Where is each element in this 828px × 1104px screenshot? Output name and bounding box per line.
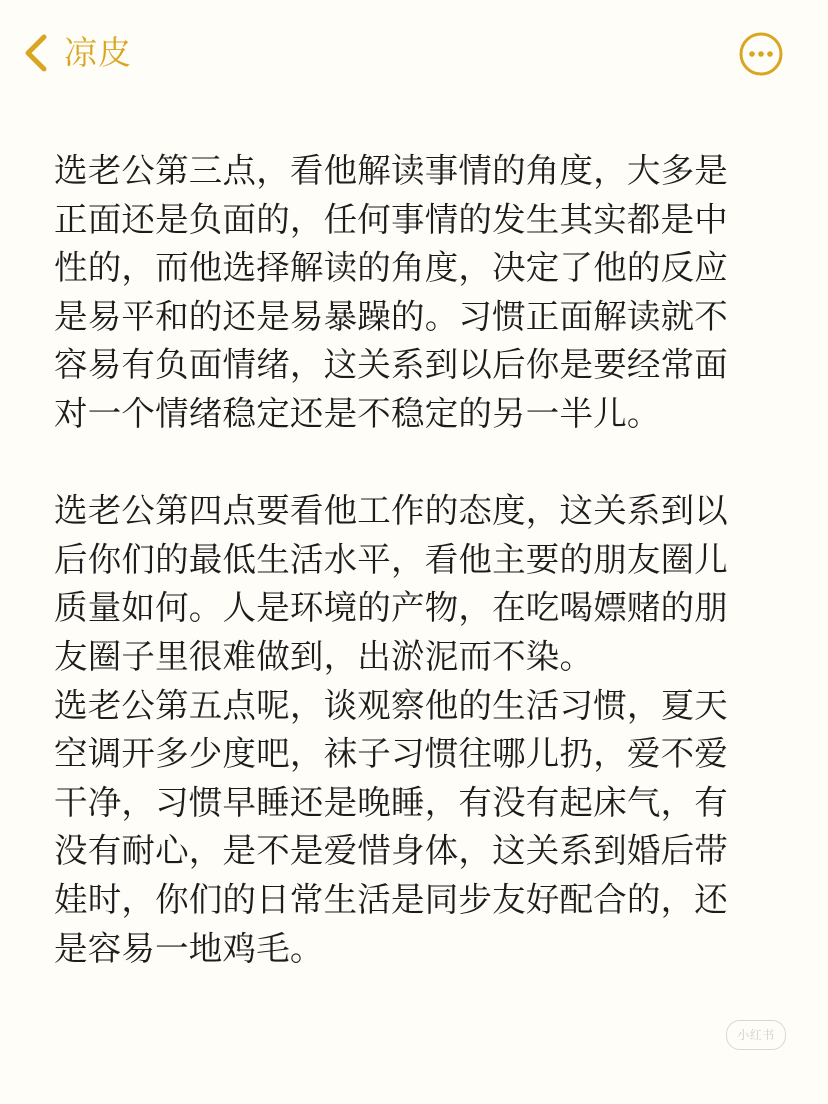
chevron-left-icon [20,31,52,75]
note-paragraph-1: 选老公第三点，看他解读事情的角度，大多是 正面还是负面的，任何事情的发生其实都是中 性的，而他选择解读的角度，决定了他的反应 是易平和的还是易暴躁的。习惯正面解读就不 容易有负面情绪，这关系到以后你是要经常面 对一个情绪稳定还是不稳定的另一半儿。 [54,151,728,433]
watermark-logo: 小红书 [726,1020,786,1050]
navigation-bar [0,0,828,100]
note-body[interactable] [54,147,754,973]
more-options-button[interactable] [738,31,784,77]
note-paragraph-3: 选老公第五点呢，谈观察他的生活习惯，夏天 空调开多少度吧，袜子习惯往哪儿扔，爱不爱 干净，习惯早睡还是晚睡，有没有起床气，有 没有耐心，是不是爱惜身体，这关系到婚后带 娃时，你们的日常生活是同步友好配合的，还 是容易一地鸡毛。 [54,685,728,968]
paragraph-spacer [54,439,754,488]
more-horizontal-circle-icon [738,31,784,77]
folder-title: 凉皮 [64,33,132,72]
note-paragraph-2: 选老公第四点要看他工作的态度，这关系到以 后你们的最低生活水平，看他主要的朋友圈儿 质量如何。人是环境的产物，在吃喝嫖赌的朋 友圈子里很难做到，出淤泥而不染。 [54,491,728,676]
back-button[interactable] [20,28,132,78]
